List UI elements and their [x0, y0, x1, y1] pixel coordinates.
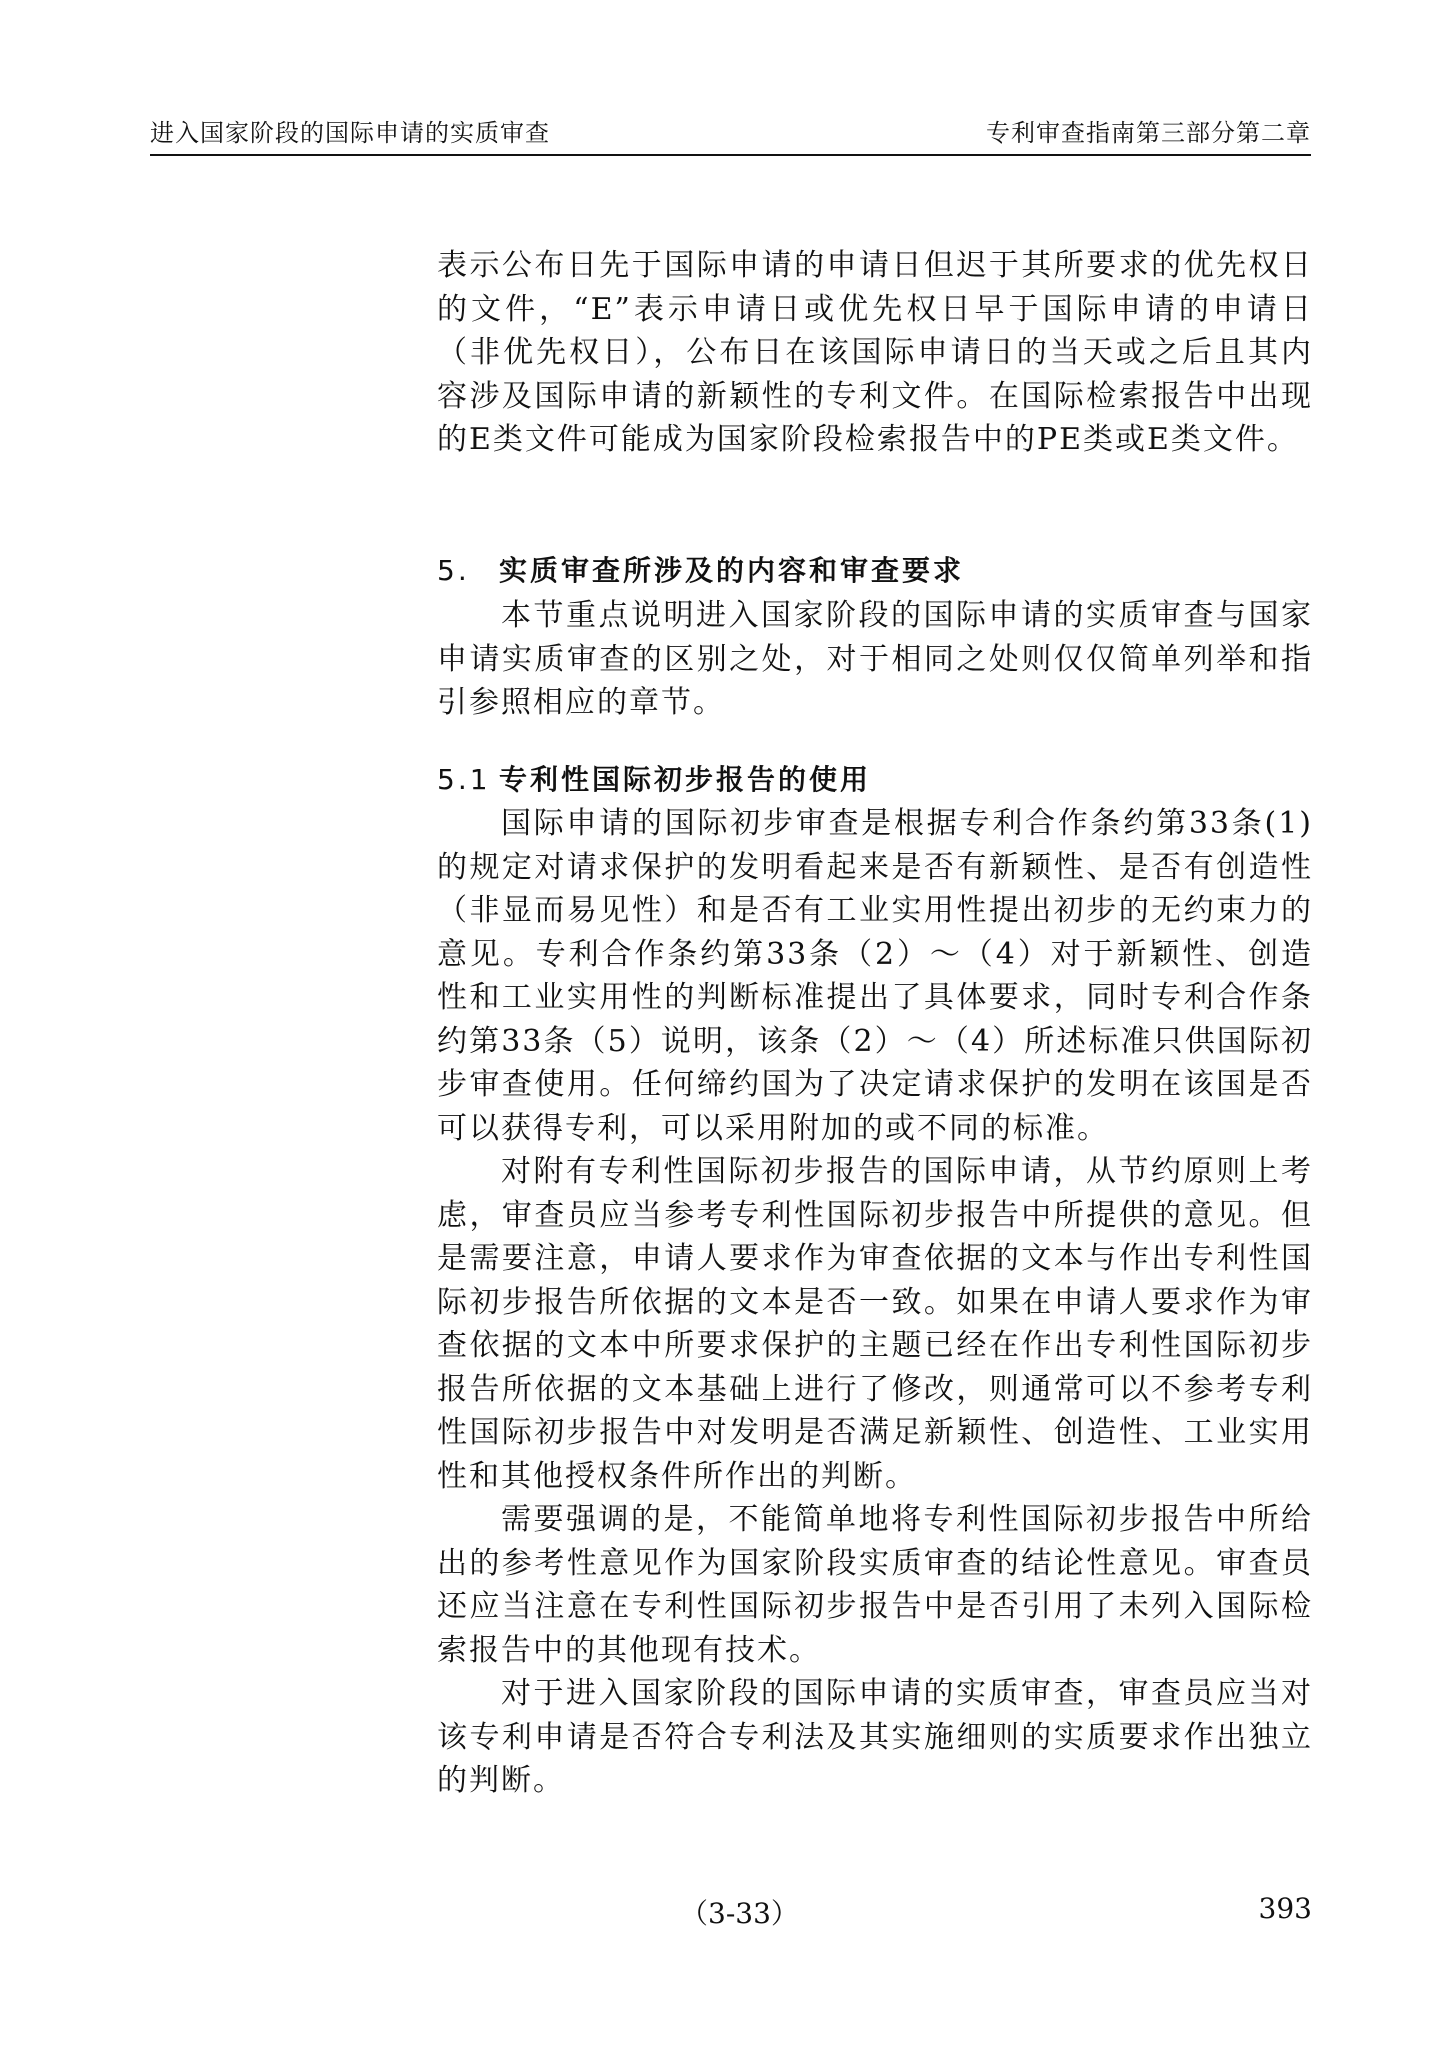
section-5-heading	[437, 551, 1313, 591]
body-paragraph: 对于进入国家阶段的国际申请的实质审查，审查员应当对该专利申请是否符合专利法及其实施细则的实质要求作出独立的判断。	[437, 1676, 1313, 1798]
intro-paragraph: 表示公布日先于国际申请的申请日但迟于其所要求的优先权日的文件，“E”表示申请日或优先权日早于国际申请的申请日（非优先权日），公布日在该国际申请日的当天或之后且其内容涉及国际申请的新颖性的专利文件。在国际检索报告中出现的E类文件可能成为国家阶段检索报告中的PE类或E类文件。	[437, 248, 1313, 457]
running-header	[150, 118, 1311, 156]
footer-section-page: （3-33）	[680, 1897, 799, 1930]
section-5-1-body	[437, 802, 1313, 1803]
footer-page-number: 393	[1258, 1892, 1312, 1925]
body-paragraph: 国际申请的国际初步审查是根据专利合作条约第33条(1)的规定对请求保护的发明看起来是否有新颖性、是否有创造性（非显而易见性）和是否有工业实用性提出初步的无约束力的意见。专利合作条约第33条（2）～（4）对于新颖性、创造性和工业实用性的判断标准提出了具体要求，同时专利合作条约第33条（5）说明，该条（2）～（4）所述标准只供国际初步审查使用。任何缔约国为了决定请求保护的发明在该国是否可以获得专利，可以采用附加的或不同的标准。	[437, 806, 1313, 1146]
header-part-title: 专利审查指南第三部分第二章	[986, 119, 1311, 147]
section-5-1-number: 5.1	[437, 763, 491, 796]
section-5-title: 实质审查所涉及的内容和审查要求	[499, 554, 965, 587]
body-paragraph: 对附有专利性国际初步报告的国际申请，从节约原则上考虑，审查员应当参考专利性国际初步报告中所提供的意见。但是需要注意，申请人要求作为审查依据的文本与作出专利性国际初步报告所依据的文本是否一致。如果在申请人要求作为审查依据的文本中所要求保护的主题已经在作出专利性国际初步报告所依据的文本基础上进行了修改，则通常可以不参考专利性国际初步报告中对发明是否满足新颖性、创造性、工业实用性和其他授权条件所作出的判断。	[437, 1154, 1313, 1494]
section-5-1-title: 专利性国际初步报告的使用	[499, 763, 872, 796]
intro-block	[437, 244, 1313, 462]
section-5-body	[437, 594, 1313, 725]
section-5-paragraph: 本节重点说明进入国家阶段的国际申请的实质审查与国家申请实质审查的区别之处，对于相同之处则仅仅简单列举和指引参照相应的章节。	[437, 598, 1313, 720]
section-5-1-heading	[437, 760, 1313, 800]
header-chapter-title: 进入国家阶段的国际申请的实质审查	[150, 119, 550, 147]
section-5-number: 5.	[437, 554, 470, 587]
body-paragraph: 需要强调的是，不能简单地将专利性国际初步报告中所给出的参考性意见作为国家阶段实质审查的结论性意见。审查员还应当注意在专利性国际初步报告中是否引用了未列入国际检索报告中的其他现有技术。	[437, 1502, 1313, 1668]
